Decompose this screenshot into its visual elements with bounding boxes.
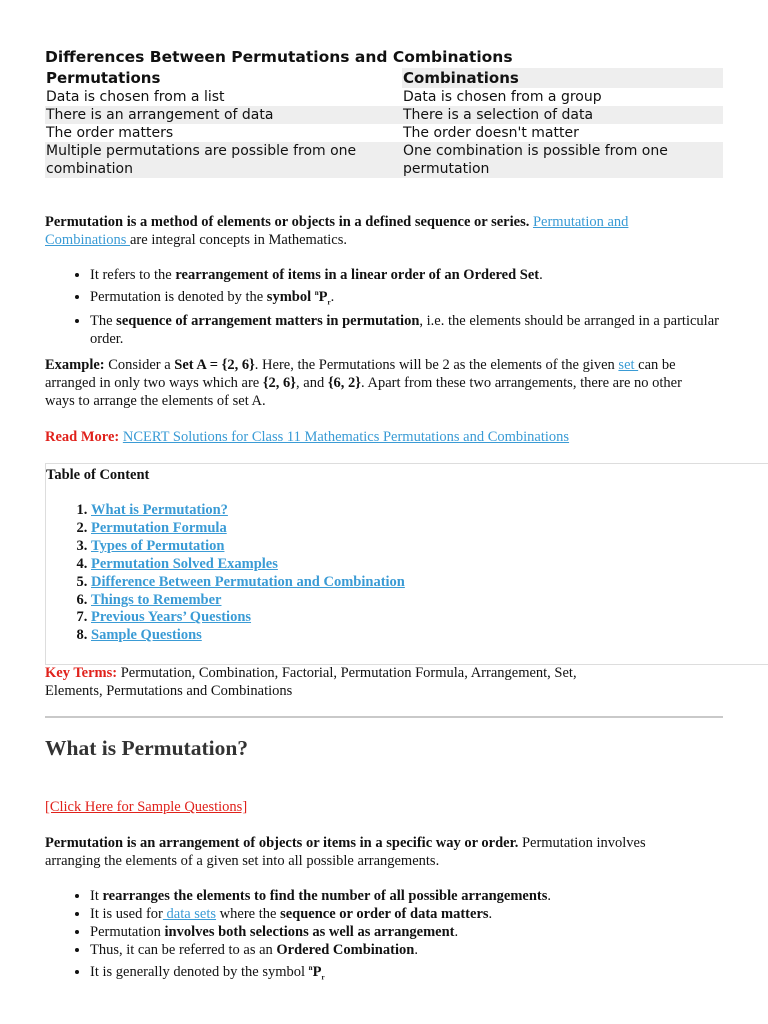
toc-link-what-is-permutation[interactable]: What is Permutation? bbox=[91, 502, 228, 518]
comparison-table bbox=[45, 68, 723, 178]
click-here-paragraph bbox=[45, 798, 247, 816]
toc-link-sample-questions[interactable]: Sample Questions bbox=[91, 627, 202, 644]
toc-item bbox=[91, 574, 591, 592]
list-item: • The sequence of arrangement matters in permutation, i.e. the elements should be arranged in a particular order. bbox=[90, 312, 730, 348]
toc-item bbox=[91, 520, 591, 538]
toc-list bbox=[46, 502, 591, 645]
table-row bbox=[45, 106, 723, 124]
table-cell: There is an arrangement of data bbox=[45, 106, 402, 124]
intro-bullet-list bbox=[45, 266, 730, 348]
table-cell: There is a selection of data bbox=[402, 106, 723, 124]
data-sets-link[interactable]: data sets bbox=[162, 906, 217, 922]
table-of-content bbox=[45, 463, 768, 665]
read-more-label: Read More: bbox=[45, 429, 120, 445]
list-item: • It refers to the rearrangement of items in a linear order of an Ordered Set. bbox=[90, 266, 730, 284]
example-label: Example: bbox=[45, 357, 105, 373]
table-cell: The order matters bbox=[45, 124, 402, 142]
comparison-section bbox=[45, 46, 725, 178]
intro-paragraph bbox=[45, 213, 695, 249]
comparison-caption: Differences Between Permutations and Combinations bbox=[45, 48, 513, 66]
set-link[interactable]: set bbox=[618, 357, 639, 373]
list-item: • Thus, it can be referred to as an Ordered Combination. bbox=[90, 941, 730, 959]
toc-title: Table of Content bbox=[46, 467, 150, 483]
list-item: • It rearranges the elements to find the number of all possible arrangements. bbox=[90, 887, 730, 905]
toc-link-types-of-permutation[interactable]: Types of Permutation bbox=[91, 537, 225, 554]
table-cell: The order doesn't matter bbox=[402, 124, 723, 142]
table-cell: Data is chosen from a group bbox=[402, 88, 723, 106]
definition-bold: Permutation is an arrangement of objects or items in a specific way or order. bbox=[45, 835, 519, 851]
toc-item bbox=[91, 538, 591, 556]
ncert-solutions-link[interactable]: NCERT Solutions for Class 11 Mathematics Permutations and Combinations bbox=[122, 429, 570, 445]
key-terms-text: Permutation, Combination, Factorial, Permutation Formula, Arrangement, Set, Elements, Permutations and Combinations bbox=[45, 665, 577, 699]
list-item: • It is used for data sets where the sequence or order of data matters. bbox=[90, 905, 730, 923]
example-paragraph: Example: Consider a Set A = {2, 6}. Here, the Permutations will be 2 as the elements of the given set can be arranged in only two ways which are {2, 6}, and {6, 2}. Apart from these two arrangements, there are no other ways to arrange the elements of set A. bbox=[45, 357, 682, 409]
toc-item bbox=[91, 502, 591, 520]
definition-rest: Permutation involves arranging the elements of a given set into all possible arrangements. bbox=[45, 835, 646, 869]
read-more bbox=[45, 428, 725, 446]
toc-item bbox=[91, 592, 591, 610]
toc-item bbox=[91, 609, 591, 627]
sample-questions-link[interactable]: [Click Here for Sample Questions] bbox=[45, 799, 248, 815]
list-item: • Permutation is denoted by the symbol $^nP_r$. bbox=[90, 284, 730, 312]
table-row bbox=[45, 88, 723, 106]
section-divider bbox=[45, 716, 723, 718]
key-terms-label: Key Terms: bbox=[45, 665, 118, 681]
table-row bbox=[45, 124, 723, 142]
permutation-bullet-list bbox=[45, 887, 730, 987]
toc-link-permutation-formula[interactable]: Permutation Formula bbox=[91, 519, 227, 536]
toc-item bbox=[91, 556, 591, 574]
table-row bbox=[45, 142, 723, 178]
intro-bold: Permutation is a method of elements or objects in a defined sequence or series. bbox=[45, 214, 530, 230]
table-cell: Data is chosen from a list bbox=[45, 88, 402, 106]
toc-link-difference[interactable]: Difference Between Permutation and Combination bbox=[91, 573, 405, 590]
permutation-combinations-link[interactable]: Permutation and Combinations bbox=[45, 214, 629, 248]
key-terms bbox=[45, 664, 585, 700]
list-item: • It is generally denoted by the symbol $^nP_r$ bbox=[90, 959, 730, 987]
header-combinations: Combinations bbox=[402, 68, 723, 88]
list-item: • Permutation involves both selections as well as arrangement. bbox=[90, 923, 730, 941]
toc-link-previous-years[interactable]: Previous Years’ Questions bbox=[91, 609, 252, 626]
intro-rest: are integral concepts in Mathematics. bbox=[130, 232, 348, 248]
toc-item bbox=[91, 627, 591, 645]
header-permutations: Permutations bbox=[45, 68, 402, 88]
toc-link-things-to-remember[interactable]: Things to Remember bbox=[91, 591, 222, 608]
table-header-row bbox=[45, 68, 723, 88]
article-page bbox=[45, 44, 725, 982]
table-cell: Multiple permutations are possible from one combination bbox=[45, 142, 402, 178]
definition-paragraph bbox=[45, 834, 695, 870]
table-cell: One combination is possible from one permutation bbox=[402, 142, 723, 178]
toc-link-solved-examples[interactable]: Permutation Solved Examples bbox=[91, 555, 278, 572]
section-heading: What is Permutation? bbox=[45, 736, 249, 760]
